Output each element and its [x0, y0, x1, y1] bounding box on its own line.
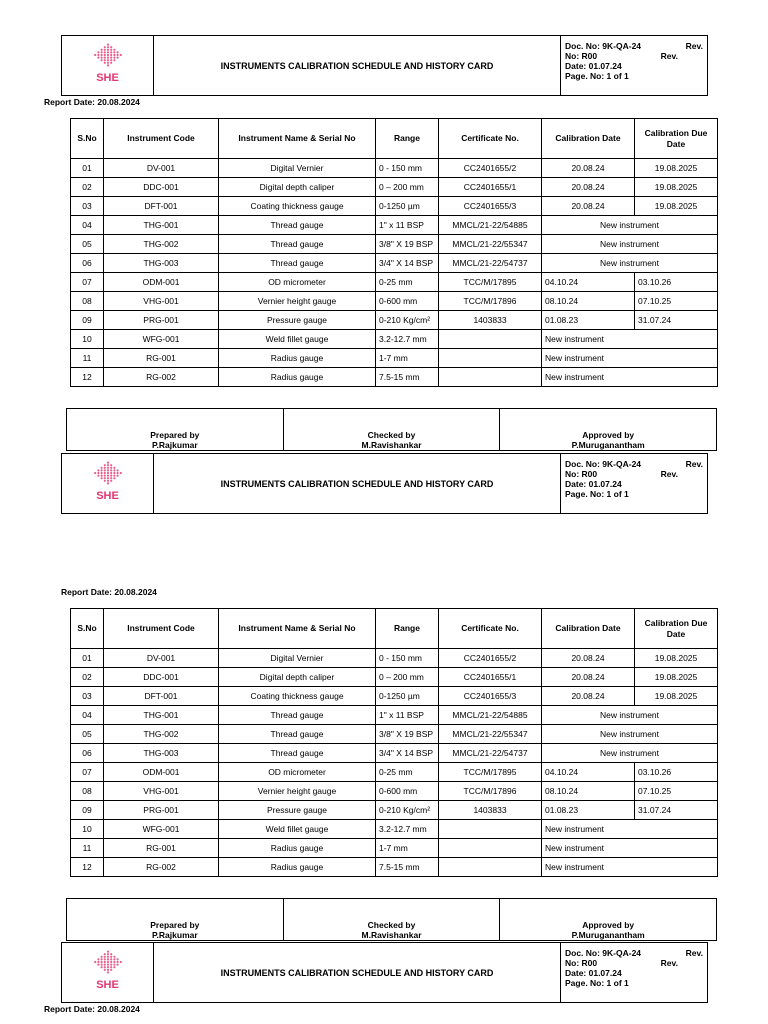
status-cell: New instrument	[542, 706, 718, 725]
range-cell: 0 - 150 mm	[376, 159, 439, 178]
code-cell: THG-002	[104, 235, 219, 254]
certificate-cell	[439, 820, 542, 839]
table-row	[71, 782, 718, 801]
code-cell: PRG-001	[104, 801, 219, 820]
calibration-date-cell: 08.10.24	[542, 782, 635, 801]
code-cell: DDC-001	[104, 668, 219, 687]
column-header: Calibration Due Date	[635, 609, 718, 649]
table-row	[71, 820, 718, 839]
calibration-date-cell: 08.10.24	[542, 292, 635, 311]
name-cell: Pressure gauge	[219, 311, 376, 330]
column-header: Instrument Code	[104, 119, 219, 159]
range-cell: 0 – 200 mm	[376, 178, 439, 197]
table-row	[71, 349, 718, 368]
page-no: Page. No: 1 of 1	[565, 489, 629, 499]
range-cell: 3.2-12.7 mm	[376, 820, 439, 839]
logo-icon	[62, 943, 154, 979]
due-date-cell: 03.10.26	[635, 273, 718, 292]
code-cell: DV-001	[104, 649, 219, 668]
column-header: Instrument Name & Serial No	[219, 609, 376, 649]
range-cell: 7.5-15 mm	[376, 858, 439, 877]
range-cell: 0 - 150 mm	[376, 649, 439, 668]
status-cell: New instrument	[542, 744, 718, 763]
prepared-name: P.Rajkumar	[151, 930, 198, 940]
rev-label: Rev.	[685, 948, 703, 958]
code-cell: PRG-001	[104, 311, 219, 330]
range-cell: 3/4" X 14 BSP	[376, 744, 439, 763]
range-cell: 1" x 11 BSP	[376, 216, 439, 235]
name-cell: Radius gauge	[219, 858, 376, 877]
logo-icon	[62, 454, 154, 490]
revision-no: No: R00	[565, 51, 598, 61]
status-cell: New instrument	[542, 330, 718, 349]
table-row	[71, 273, 718, 292]
document-title: INSTRUMENTS CALIBRATION SCHEDULE AND HISTORY CARD	[220, 60, 494, 71]
status-cell: New instrument	[542, 725, 718, 744]
doc-date: Date: 01.07.24	[565, 479, 622, 489]
doc-no: Doc. No: 9K-QA-24	[565, 948, 642, 958]
name-cell: Radius gauge	[219, 839, 376, 858]
status-cell: New instrument	[542, 839, 718, 858]
table-row	[71, 858, 718, 877]
name-cell: Thread gauge	[219, 725, 376, 744]
range-cell: 1-7 mm	[376, 349, 439, 368]
sno-cell: 04	[71, 706, 104, 725]
status-cell: New instrument	[542, 254, 718, 273]
table-header-row	[71, 119, 718, 159]
range-cell: 0-1250 µm	[376, 197, 439, 216]
approved-name: P.Muruganantham	[571, 440, 645, 450]
approved-by	[500, 899, 716, 940]
code-cell: WFG-001	[104, 820, 219, 839]
sno-cell: 12	[71, 858, 104, 877]
table-row	[71, 159, 718, 178]
due-date-cell: 19.08.2025	[635, 178, 718, 197]
name-cell: Digital depth caliper	[219, 178, 376, 197]
signature-block	[66, 408, 717, 451]
logo-text: SHE	[96, 979, 119, 991]
certificate-cell	[439, 858, 542, 877]
certificate-cell: MMCL/21-22/54885	[439, 706, 542, 725]
due-date-cell: 07.10.25	[635, 292, 718, 311]
name-cell: Radius gauge	[219, 368, 376, 387]
range-cell: 0-600 mm	[376, 292, 439, 311]
sno-cell: 01	[71, 649, 104, 668]
table-row	[71, 330, 718, 349]
status-cell: New instrument	[542, 216, 718, 235]
calibration-date-cell: 20.08.24	[542, 159, 635, 178]
document-title: INSTRUMENTS CALIBRATION SCHEDULE AND HISTORY CARD	[220, 478, 494, 489]
certificate-cell: CC2401655/2	[439, 649, 542, 668]
name-cell: Thread gauge	[219, 235, 376, 254]
rev-label: Rev.	[685, 41, 703, 51]
code-cell: WFG-001	[104, 330, 219, 349]
column-header: Instrument Name & Serial No	[219, 119, 376, 159]
sno-cell: 06	[71, 744, 104, 763]
prepared-name: P.Rajkumar	[151, 440, 198, 450]
document-header	[61, 942, 708, 1003]
calibration-date-cell: 04.10.24	[542, 273, 635, 292]
range-cell: 0-25 mm	[376, 273, 439, 292]
checked-by	[284, 899, 501, 940]
prepared-by	[67, 409, 284, 450]
doc-no: Doc. No: 9K-QA-24	[565, 41, 642, 51]
certificate-cell: MMCL/21-22/55347	[439, 725, 542, 744]
certificate-cell: TCC/M/17896	[439, 782, 542, 801]
sno-cell: 10	[71, 330, 104, 349]
calibration-date-cell: 04.10.24	[542, 763, 635, 782]
sno-cell: 06	[71, 254, 104, 273]
document-header	[61, 453, 708, 514]
range-cell: 3/4" X 14 BSP	[376, 254, 439, 273]
certificate-cell	[439, 349, 542, 368]
sno-cell: 09	[71, 311, 104, 330]
sno-cell: 02	[71, 668, 104, 687]
name-cell: Radius gauge	[219, 349, 376, 368]
name-cell: Coating thickness gauge	[219, 687, 376, 706]
status-cell: New instrument	[542, 368, 718, 387]
name-cell: Vernier height gauge	[219, 292, 376, 311]
rev-label-2: Rev.	[660, 469, 678, 479]
calibration-date-cell: 20.08.24	[542, 668, 635, 687]
certificate-cell: CC2401655/2	[439, 159, 542, 178]
sno-cell: 07	[71, 763, 104, 782]
range-cell: 0-210 Kg/cm²	[376, 801, 439, 820]
sno-cell: 01	[71, 159, 104, 178]
code-cell: DFT-001	[104, 197, 219, 216]
checked-name: M.Ravishankar	[361, 440, 422, 450]
sno-cell: 03	[71, 197, 104, 216]
table-row	[71, 178, 718, 197]
prepared-label: Prepared by	[150, 920, 200, 930]
code-cell: THG-003	[104, 744, 219, 763]
range-cell: 0-210 Kg/cm²	[376, 311, 439, 330]
doc-info	[560, 454, 707, 513]
name-cell: Weld fillet gauge	[219, 330, 376, 349]
name-cell: Digital Vernier	[219, 159, 376, 178]
table-row	[71, 368, 718, 387]
logo-text: SHE	[96, 490, 119, 502]
range-cell: 1" x 11 BSP	[376, 706, 439, 725]
sno-cell: 03	[71, 687, 104, 706]
code-cell: VHG-001	[104, 292, 219, 311]
column-header: Range	[376, 119, 439, 159]
column-header: Certificate No.	[439, 119, 542, 159]
name-cell: Thread gauge	[219, 706, 376, 725]
certificate-cell: MMCL/21-22/55347	[439, 235, 542, 254]
table-row	[71, 311, 718, 330]
sno-cell: 02	[71, 178, 104, 197]
due-date-cell: 31.07.24	[635, 311, 718, 330]
calibration-date-cell: 20.08.24	[542, 197, 635, 216]
rev-label-2: Rev.	[660, 958, 678, 968]
checked-label: Checked by	[367, 430, 416, 440]
document-header	[61, 35, 708, 96]
range-cell: 3.2-12.7 mm	[376, 330, 439, 349]
table-row	[71, 216, 718, 235]
rev-label-2: Rev.	[660, 51, 678, 61]
due-date-cell: 07.10.25	[635, 782, 718, 801]
name-cell: Vernier height gauge	[219, 782, 376, 801]
due-date-cell: 19.08.2025	[635, 668, 718, 687]
sno-cell: 09	[71, 801, 104, 820]
table-row	[71, 292, 718, 311]
approved-name: P.Muruganantham	[571, 930, 645, 940]
status-cell: New instrument	[542, 235, 718, 254]
code-cell: DDC-001	[104, 178, 219, 197]
certificate-cell: TCC/M/17895	[439, 273, 542, 292]
column-header: Range	[376, 609, 439, 649]
company-logo	[62, 943, 154, 1002]
column-header: S.No	[71, 609, 104, 649]
code-cell: RG-002	[104, 858, 219, 877]
sno-cell: 08	[71, 292, 104, 311]
prepared-by	[67, 899, 284, 940]
name-cell: Weld fillet gauge	[219, 820, 376, 839]
code-cell: RG-001	[104, 349, 219, 368]
range-cell: 1-7 mm	[376, 839, 439, 858]
checked-label: Checked by	[367, 920, 416, 930]
calibration-table	[70, 118, 718, 387]
sno-cell: 11	[71, 839, 104, 858]
calibration-table	[70, 608, 718, 877]
doc-info	[560, 36, 707, 95]
table-row	[71, 235, 718, 254]
calibration-date-cell: 01.08.23	[542, 311, 635, 330]
code-cell: THG-001	[104, 706, 219, 725]
range-cell: 0-1250 µm	[376, 687, 439, 706]
code-cell: THG-003	[104, 254, 219, 273]
range-cell: 0-600 mm	[376, 782, 439, 801]
table-row	[71, 668, 718, 687]
name-cell: Digital depth caliper	[219, 668, 376, 687]
status-cell: New instrument	[542, 349, 718, 368]
due-date-cell: 19.08.2025	[635, 197, 718, 216]
table-row	[71, 687, 718, 706]
column-header: Calibration Date	[542, 119, 635, 159]
name-cell: Thread gauge	[219, 744, 376, 763]
column-header: Instrument Code	[104, 609, 219, 649]
name-cell: Pressure gauge	[219, 801, 376, 820]
document-title: INSTRUMENTS CALIBRATION SCHEDULE AND HISTORY CARD	[220, 967, 494, 978]
certificate-cell: MMCL/21-22/54737	[439, 744, 542, 763]
report-date: Report Date: 20.08.2024	[44, 97, 140, 107]
due-date-cell: 31.07.24	[635, 801, 718, 820]
code-cell: RG-002	[104, 368, 219, 387]
sno-cell: 12	[71, 368, 104, 387]
status-cell: New instrument	[542, 858, 718, 877]
sno-cell: 05	[71, 235, 104, 254]
due-date-cell: 19.08.2025	[635, 649, 718, 668]
logo-text: SHE	[96, 72, 119, 84]
code-cell: VHG-001	[104, 782, 219, 801]
certificate-cell: 1403833	[439, 801, 542, 820]
table-row	[71, 706, 718, 725]
sno-cell: 08	[71, 782, 104, 801]
sno-cell: 04	[71, 216, 104, 235]
name-cell: OD micrometer	[219, 273, 376, 292]
due-date-cell: 19.08.2025	[635, 159, 718, 178]
approved-label: Approved by	[582, 430, 635, 440]
range-cell: 0-25 mm	[376, 763, 439, 782]
name-cell: OD micrometer	[219, 763, 376, 782]
table-row	[71, 725, 718, 744]
table-row	[71, 839, 718, 858]
column-header: Calibration Due Date	[635, 119, 718, 159]
prepared-label: Prepared by	[150, 430, 200, 440]
calibration-date-cell: 20.08.24	[542, 178, 635, 197]
table-row	[71, 197, 718, 216]
sno-cell: 10	[71, 820, 104, 839]
certificate-cell	[439, 368, 542, 387]
calibration-date-cell: 20.08.24	[542, 687, 635, 706]
range-cell: 0 – 200 mm	[376, 668, 439, 687]
sno-cell: 05	[71, 725, 104, 744]
code-cell: DFT-001	[104, 687, 219, 706]
certificate-cell: TCC/M/17895	[439, 763, 542, 782]
report-date: Report Date: 20.08.2024	[61, 587, 157, 597]
code-cell: ODM-001	[104, 273, 219, 292]
checked-name: M.Ravishankar	[361, 930, 422, 940]
certificate-cell: TCC/M/17896	[439, 292, 542, 311]
code-cell: ODM-001	[104, 763, 219, 782]
certificate-cell: CC2401655/1	[439, 178, 542, 197]
column-header: Certificate No.	[439, 609, 542, 649]
range-cell: 7.5-15 mm	[376, 368, 439, 387]
name-cell: Coating thickness gauge	[219, 197, 376, 216]
name-cell: Thread gauge	[219, 254, 376, 273]
code-cell: RG-001	[104, 839, 219, 858]
table-row	[71, 649, 718, 668]
certificate-cell	[439, 330, 542, 349]
doc-no: Doc. No: 9K-QA-24	[565, 459, 642, 469]
table-row	[71, 801, 718, 820]
company-logo	[62, 454, 154, 513]
doc-info	[560, 943, 707, 1002]
approved-label: Approved by	[582, 920, 635, 930]
company-logo	[62, 36, 154, 95]
sno-cell: 07	[71, 273, 104, 292]
certificate-cell: 1403833	[439, 311, 542, 330]
calibration-date-cell: 20.08.24	[542, 649, 635, 668]
page-no: Page. No: 1 of 1	[565, 71, 629, 81]
code-cell: THG-001	[104, 216, 219, 235]
name-cell: Thread gauge	[219, 216, 376, 235]
checked-by	[284, 409, 501, 450]
table-row	[71, 254, 718, 273]
signature-block	[66, 898, 717, 941]
status-cell: New instrument	[542, 820, 718, 839]
column-header: S.No	[71, 119, 104, 159]
certificate-cell: CC2401655/1	[439, 668, 542, 687]
name-cell: Digital Vernier	[219, 649, 376, 668]
range-cell: 3/8" X 19 BSP	[376, 725, 439, 744]
certificate-cell	[439, 839, 542, 858]
range-cell: 3/8" X 19 BSP	[376, 235, 439, 254]
approved-by	[500, 409, 716, 450]
certificate-cell: CC2401655/3	[439, 197, 542, 216]
doc-date: Date: 01.07.24	[565, 61, 622, 71]
revision-no: No: R00	[565, 469, 598, 479]
rev-label: Rev.	[685, 459, 703, 469]
revision-no: No: R00	[565, 958, 598, 968]
due-date-cell: 03.10.26	[635, 763, 718, 782]
certificate-cell: MMCL/21-22/54885	[439, 216, 542, 235]
certificate-cell: CC2401655/3	[439, 687, 542, 706]
sno-cell: 11	[71, 349, 104, 368]
table-header-row	[71, 609, 718, 649]
page-no: Page. No: 1 of 1	[565, 978, 629, 988]
table-row	[71, 744, 718, 763]
column-header: Calibration Date	[542, 609, 635, 649]
due-date-cell: 19.08.2025	[635, 687, 718, 706]
calibration-date-cell: 01.08.23	[542, 801, 635, 820]
code-cell: THG-002	[104, 725, 219, 744]
doc-date: Date: 01.07.24	[565, 968, 622, 978]
table-row	[71, 763, 718, 782]
code-cell: DV-001	[104, 159, 219, 178]
certificate-cell: MMCL/21-22/54737	[439, 254, 542, 273]
report-date: Report Date: 20.08.2024	[44, 1004, 140, 1014]
logo-icon	[62, 36, 154, 72]
